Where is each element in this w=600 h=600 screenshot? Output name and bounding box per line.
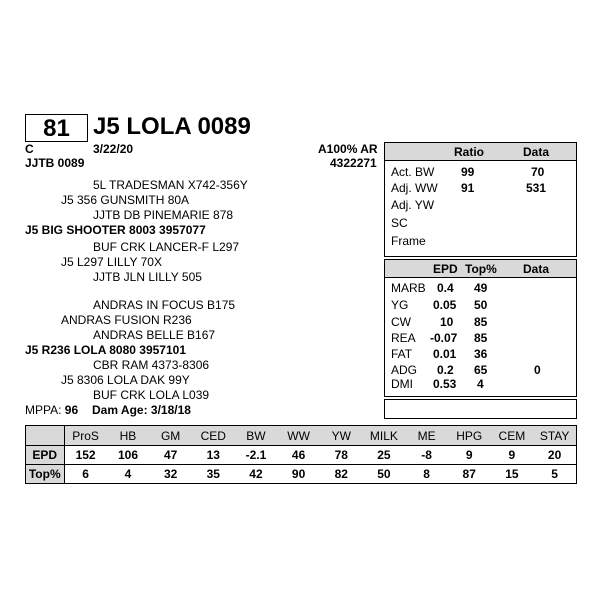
epd-values-row (26, 446, 576, 465)
ratio-label-frame: Frame (391, 234, 426, 248)
sire-sire: J5 356 GUNSMITH 80A (61, 193, 190, 207)
ratio-label-ww: Adj. WW (391, 181, 438, 195)
carcass-epd-fat: 0.01 (433, 347, 457, 361)
breed: A100% AR (318, 142, 378, 156)
top-ww: 90 (277, 464, 320, 483)
mppa-value: 96 (64, 403, 79, 417)
ratio-panel-header (385, 143, 576, 161)
top-row-label: Top% (26, 464, 64, 483)
lot-number: 81 (25, 114, 88, 142)
carcass-epd-marb: 0.4 (437, 281, 454, 295)
carcass-top-yg: 50 (474, 298, 488, 312)
epd-hb: 106 (107, 446, 150, 465)
sire-dam: J5 L297 LILLY 70X (61, 255, 162, 269)
epd-header: EPD (433, 262, 458, 276)
dam-dam-sire: CBR RAM 4373-8306 (93, 358, 210, 372)
epd-milk: 25 (363, 446, 406, 465)
carcass-panel (384, 259, 577, 397)
col-ced: CED (192, 426, 235, 446)
birth-date: 3/22/20 (93, 142, 134, 156)
carcass-epd-dmi: 0.53 (433, 377, 457, 391)
top-milk: 50 (363, 464, 406, 483)
top-cem: 15 (491, 464, 534, 483)
col-pros: ProS (64, 426, 107, 446)
dam-sire-dam: ANDRAS BELLE B167 (93, 328, 216, 342)
sire-dam-sire: BUF CRK LANCER-F L297 (93, 240, 240, 254)
data-value-ww: 531 (526, 181, 547, 195)
empty-box (384, 399, 577, 419)
sire: J5 BIG SHOOTER 8003 3957077 (25, 223, 206, 237)
dam-dam-dam: BUF CRK LOLA L039 (93, 388, 210, 402)
col-hb: HB (107, 426, 150, 446)
epd-gm: 47 (149, 446, 192, 465)
top-values-row (26, 464, 576, 483)
ratio-label-bw: Act. BW (391, 165, 435, 179)
data-value-bw: 70 (531, 165, 545, 179)
col-milk: MILK (363, 426, 406, 446)
sire-sire-dam: JJTB DB PINEMARIE 878 (93, 208, 234, 222)
corner-cell (26, 426, 64, 446)
epd-stay: 20 (533, 446, 576, 465)
ratio-panel (384, 142, 577, 257)
carcass-data-header: Data (523, 262, 550, 276)
carcass-epd-cw: 10 (440, 315, 454, 329)
carcass-epd-adg: 0.2 (437, 363, 454, 377)
carcass-top-cw: 85 (474, 315, 488, 329)
top-bw: 42 (235, 464, 278, 483)
dam-dam: J5 8306 LOLA DAK 99Y (61, 373, 190, 387)
top-me: 8 (405, 464, 448, 483)
carcass-label-adg: ADG (391, 363, 418, 377)
top-pros: 6 (64, 464, 107, 483)
carcass-label-fat: FAT (391, 347, 413, 361)
sex: C (25, 142, 34, 156)
dam-sire: ANDRAS FUSION R236 (61, 313, 192, 327)
carcass-data-adg: 0 (534, 363, 541, 377)
data-header: Data (523, 145, 550, 159)
dam-age (92, 403, 191, 417)
sire-dam-dam: JJTB JLN LILLY 505 (93, 270, 202, 284)
ratio-label-sc: SC (391, 216, 408, 230)
carcass-epd-rea: -0.07 (430, 331, 458, 345)
carcass-top-fat: 36 (474, 347, 488, 361)
top-gm: 32 (149, 464, 192, 483)
col-gm: GM (149, 426, 192, 446)
col-hpg: HPG (448, 426, 491, 446)
carcass-label-dmi: DMI (391, 377, 413, 391)
dam: J5 R236 LOLA 8080 3957101 (25, 343, 186, 357)
top-yw: 82 (320, 464, 363, 483)
dam-age-label: Dam Age: (92, 403, 148, 417)
carcass-label-marb: MARB (391, 281, 426, 295)
epd-header-row (26, 426, 576, 446)
epd-ced: 13 (192, 446, 235, 465)
top-hb: 4 (107, 464, 150, 483)
epd-table (25, 425, 577, 484)
epd-cem: 9 (491, 446, 534, 465)
ratio-label-yw: Adj. YW (391, 198, 435, 212)
mppa (25, 403, 78, 417)
top-header: Top% (465, 262, 497, 276)
col-bw: BW (235, 426, 278, 446)
ratio-value-ww: 91 (461, 181, 475, 195)
animal-name: J5 LOLA 0089 (93, 113, 251, 140)
carcass-top-adg: 65 (474, 363, 488, 377)
ratio-value-bw: 99 (461, 165, 475, 179)
ratio-header: Ratio (454, 145, 484, 159)
top-ced: 35 (192, 464, 235, 483)
epd-pros: 152 (64, 446, 107, 465)
epd-me: -8 (405, 446, 448, 465)
col-stay: STAY (533, 426, 576, 446)
epd-yw: 78 (320, 446, 363, 465)
col-cem: CEM (491, 426, 534, 446)
epd-bw: -2.1 (235, 446, 278, 465)
tattoo: JJTB 0089 (25, 156, 85, 170)
dam-sire-sire: ANDRAS IN FOCUS B175 (93, 298, 236, 312)
epd-hpg: 9 (448, 446, 491, 465)
carcass-epd-yg: 0.05 (433, 298, 457, 312)
top-stay: 5 (533, 464, 576, 483)
epd-ww: 46 (277, 446, 320, 465)
carcass-label-yg: YG (391, 298, 409, 312)
mppa-label: MPPA: (25, 403, 62, 417)
epd-row-label: EPD (26, 446, 64, 465)
carcass-top-rea: 85 (474, 331, 488, 345)
top-hpg: 87 (448, 464, 491, 483)
carcass-label-cw: CW (391, 315, 411, 329)
dam-age-value: 3/18/18 (150, 403, 191, 417)
carcass-panel-header (385, 260, 576, 278)
sire-sire-sire: 5L TRADESMAN X742-356Y (93, 178, 248, 192)
reg-number: 4322271 (330, 156, 377, 170)
col-yw: YW (320, 426, 363, 446)
col-me: ME (405, 426, 448, 446)
carcass-top-dmi: 4 (477, 377, 484, 391)
carcass-top-marb: 49 (474, 281, 488, 295)
col-ww: WW (277, 426, 320, 446)
carcass-label-rea: REA (391, 331, 416, 345)
